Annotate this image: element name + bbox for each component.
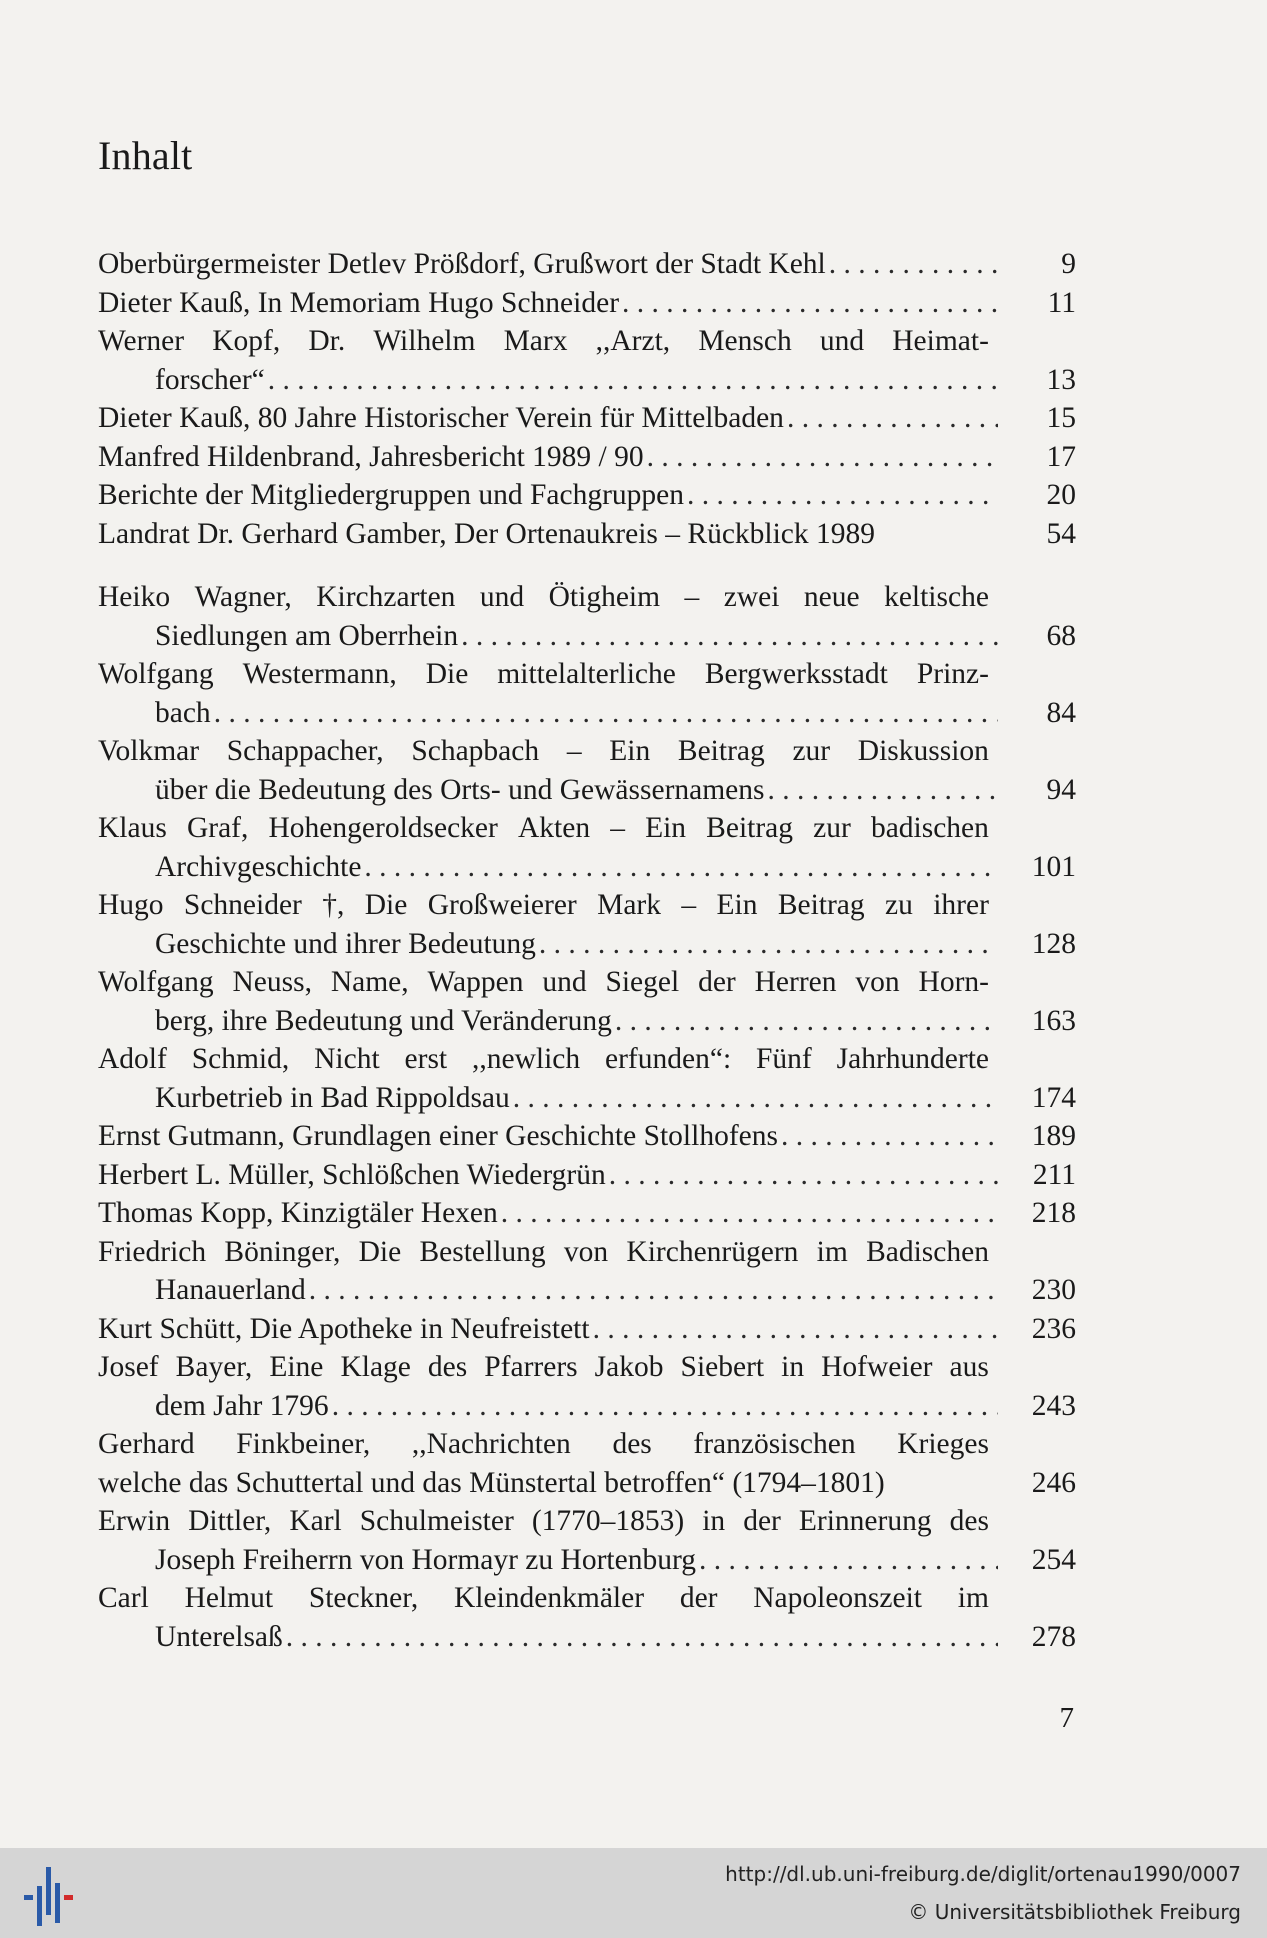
toc-page-number: 128 xyxy=(1031,927,1076,960)
toc-entry xyxy=(98,515,1076,554)
toc-entry xyxy=(98,1502,1076,1579)
toc-entry-text: bach xyxy=(155,696,211,729)
toc-entry-text: berg, ihre Bedeutung und Veränderung xyxy=(155,1004,612,1037)
toc-entry-row xyxy=(98,848,1076,887)
toc-entry xyxy=(98,963,1076,1040)
toc-page-number: 9 xyxy=(1061,248,1076,280)
toc-page-number: 189 xyxy=(1031,1120,1076,1152)
toc-entry-line: Erwin Dittler, Karl Schulmeister (1770–1853) in der Erinnerung des xyxy=(98,1505,989,1537)
toc-entry xyxy=(98,1194,1076,1233)
toc-page-number: 68 xyxy=(1046,619,1076,652)
toc-entry-line: Adolf Schmid, Nicht erst ,,newlich erfunden“: Fünf Jahrhunderte xyxy=(98,1043,989,1075)
toc-entry-line: Josef Bayer, Eine Klage des Pfarrers Jakob Siebert in Hofweier aus xyxy=(98,1351,989,1383)
toc-entry-line: Gerhard Finkbeiner, ,,Nachrichten des französischen Krieges xyxy=(98,1428,989,1460)
toc-entry xyxy=(98,1233,1076,1310)
dot-leader xyxy=(309,1271,998,1310)
dot-leader xyxy=(699,1541,998,1580)
toc-entry xyxy=(98,809,1076,886)
toc-entry-row xyxy=(98,1194,1076,1233)
dot-leader xyxy=(647,438,998,477)
toc-entry-row xyxy=(98,1464,1076,1503)
dot-leader xyxy=(214,694,998,733)
dot-leader xyxy=(615,1002,998,1041)
toc-page-number: 236 xyxy=(1031,1312,1076,1345)
dot-leader xyxy=(787,399,998,438)
toc-entry-text: Berichte der Mitgliedergruppen und Fachgruppen xyxy=(98,479,685,511)
toc-entry-row xyxy=(98,284,1076,323)
toc-entry-text: Landrat Dr. Gerhard Gamber, Der Ortenaukreis – Rückblick 1989 xyxy=(98,517,876,550)
toc-entry-text: Ernst Gutmann, Grundlagen einer Geschichte Stollhofens xyxy=(98,1120,778,1152)
toc-page-number: 243 xyxy=(1031,1389,1076,1422)
page-title: Inhalt xyxy=(98,133,193,178)
toc-entry-line: Carl Helmut Steckner, Kleindenkmäler der Napoleonszeit im xyxy=(98,1582,989,1614)
toc-entry-text: forscher“ xyxy=(155,363,265,396)
toc-entry-text: Archivgeschichte xyxy=(155,850,362,883)
toc-entry-row xyxy=(98,1117,1076,1156)
toc-entry-text: Oberbürgermeister Detlev Prößdorf, Grußwort der Stadt Kehl xyxy=(98,248,826,280)
dot-leader xyxy=(268,361,998,400)
toc-entry-text: Joseph Freiherrn von Hormayr zu Hortenburg xyxy=(155,1543,696,1576)
toc-page-number: 84 xyxy=(1046,696,1076,729)
toc-entry-text: Siedlungen am Oberrhein xyxy=(155,619,459,652)
toc-entry-text: Dieter Kauß, 80 Jahre Historischer Verein für Mittelbaden xyxy=(98,402,784,434)
toc-entry-text: Kurt Schütt, Die Apotheke in Neufreistett xyxy=(98,1312,590,1345)
toc-entry-text: Hanauerland xyxy=(155,1274,306,1306)
toc-entry xyxy=(98,1348,1076,1425)
toc-entry-line: Volkmar Schappacher, Schapbach – Ein Beitrag zur Diskussion xyxy=(98,735,989,767)
toc-page-number: 254 xyxy=(1031,1543,1076,1576)
toc-entry xyxy=(98,284,1076,323)
toc-entry-text: Herbert L. Müller, Schlößchen Wiedergrün xyxy=(98,1158,606,1191)
footer-bar xyxy=(0,1848,1267,1938)
toc-entry-row xyxy=(98,1618,1076,1657)
toc-entry-row xyxy=(98,771,1076,810)
toc-page-number: 94 xyxy=(1046,773,1076,806)
dot-leader xyxy=(768,771,998,810)
toc-entry xyxy=(98,886,1076,963)
toc-page-number: 15 xyxy=(1046,402,1076,434)
toc-entry-line: Heiko Wagner, Kirchzarten und Ötigheim – zwei neue keltische xyxy=(98,581,989,613)
toc-entry-line: Friedrich Böninger, Die Bestellung von Kirchenrügern im Badischen xyxy=(98,1235,989,1268)
toc-entry-line: Wolfgang Neuss, Name, Wappen und Siegel der Herren von Horn- xyxy=(98,966,989,998)
toc-entry xyxy=(98,476,1076,515)
toc-page-number: 17 xyxy=(1046,440,1076,473)
toc-entry-line: Hugo Schneider †, Die Großweierer Mark – Ein Beitrag zu ihrer xyxy=(98,889,989,921)
toc-page-number: 246 xyxy=(1031,1466,1076,1499)
toc-entry-line: Werner Kopf, Dr. Wilhelm Marx ,,Arzt, Mensch und Heimat- xyxy=(98,325,989,357)
toc-entry-row xyxy=(98,694,1076,733)
toc-page-number: 13 xyxy=(1046,363,1076,396)
toc-entry-text: über die Bedeutung des Orts- und Gewässernamens xyxy=(155,773,765,806)
toc-entry-row xyxy=(98,925,1076,964)
toc-entry xyxy=(98,322,1076,399)
toc-page-number: 54 xyxy=(1046,517,1076,550)
dot-leader xyxy=(609,1156,998,1195)
dot-leader xyxy=(364,848,998,887)
toc-entry-row xyxy=(98,1156,1076,1195)
dot-leader xyxy=(539,925,998,964)
toc-page-number: 20 xyxy=(1046,479,1076,511)
dot-leader xyxy=(829,245,998,284)
toc-entry-row xyxy=(98,1079,1076,1118)
toc-page-number: 230 xyxy=(1031,1274,1076,1306)
toc-entry-row xyxy=(98,399,1076,438)
toc-page-number: 278 xyxy=(1031,1620,1076,1653)
toc-entry-text: welche das Schuttertal und das Münstertal betroffen“ (1794–1801) xyxy=(98,1466,885,1499)
toc-entry-row xyxy=(98,1387,1076,1426)
toc-entry xyxy=(98,245,1076,284)
toc-entry-row xyxy=(98,1271,1076,1310)
toc-entry-text: Thomas Kopp, Kinzigtäler Hexen xyxy=(98,1197,498,1229)
toc-entry xyxy=(98,1425,1076,1502)
toc-entry-row xyxy=(98,1541,1076,1580)
toc-entry xyxy=(98,732,1076,809)
dot-leader xyxy=(286,1618,998,1657)
toc-entry-text: Kurbetrieb in Bad Rippoldsau xyxy=(155,1081,510,1114)
toc-page-number: 174 xyxy=(1031,1081,1076,1114)
toc-entry-row xyxy=(98,476,1076,515)
toc-entry xyxy=(98,1040,1076,1117)
toc-entry xyxy=(98,1579,1076,1656)
toc-entry-text: dem Jahr 1796 xyxy=(155,1389,329,1422)
dot-leader xyxy=(501,1194,998,1233)
toc-entry xyxy=(98,578,1076,655)
toc-page-number: 11 xyxy=(1047,286,1076,319)
ub-freiburg-logo-icon xyxy=(22,1861,82,1927)
toc-entry xyxy=(98,655,1076,732)
toc-page-number: 211 xyxy=(1032,1158,1076,1191)
toc-page-number: 163 xyxy=(1031,1004,1076,1037)
dot-leader xyxy=(332,1387,998,1426)
toc-entry-text: Unterelsaß xyxy=(155,1620,283,1653)
dot-leader xyxy=(593,1310,998,1349)
toc-entry-text: Manfred Hildenbrand, Jahresbericht 1989 / 90 xyxy=(98,440,644,473)
toc-entry xyxy=(98,1156,1076,1195)
footer-copyright: © Universitätsbibliothek Freiburg xyxy=(908,1900,1241,1924)
toc-entry-row xyxy=(98,438,1076,477)
toc-page-number: 101 xyxy=(1031,850,1076,883)
toc-entry xyxy=(98,1310,1076,1349)
toc-entry xyxy=(98,1117,1076,1156)
dot-leader xyxy=(687,476,998,515)
toc-entry-row xyxy=(98,617,1076,656)
toc-entry-row xyxy=(98,361,1076,400)
toc-entry-line: Klaus Graf, Hohengeroldsecker Akten – Ein Beitrag zur badischen xyxy=(98,812,989,844)
footer-url[interactable]: http://dl.ub.uni-freiburg.de/diglit/ortenau1990/0007 xyxy=(725,1862,1241,1886)
table-of-contents xyxy=(98,245,1076,1656)
dot-leader xyxy=(461,617,998,656)
toc-entry-row xyxy=(98,515,1076,554)
toc-entry-row xyxy=(98,245,1076,284)
toc-entry xyxy=(98,438,1076,477)
page-number: 7 xyxy=(1059,1702,1074,1734)
toc-entry xyxy=(98,399,1076,438)
dot-leader xyxy=(513,1079,998,1118)
dot-leader xyxy=(781,1117,998,1156)
toc-entry-text: Geschichte und ihrer Bedeutung xyxy=(155,927,536,960)
dot-leader xyxy=(622,284,998,323)
toc-page-number: 218 xyxy=(1031,1197,1076,1229)
toc-entry-row xyxy=(98,1002,1076,1041)
toc-entry-text: Dieter Kauß, In Memoriam Hugo Schneider xyxy=(98,286,620,319)
toc-entry-row xyxy=(98,1310,1076,1349)
toc-entry-line: Wolfgang Westermann, Die mittelalterliche Bergwerksstadt Prinz- xyxy=(98,658,989,690)
